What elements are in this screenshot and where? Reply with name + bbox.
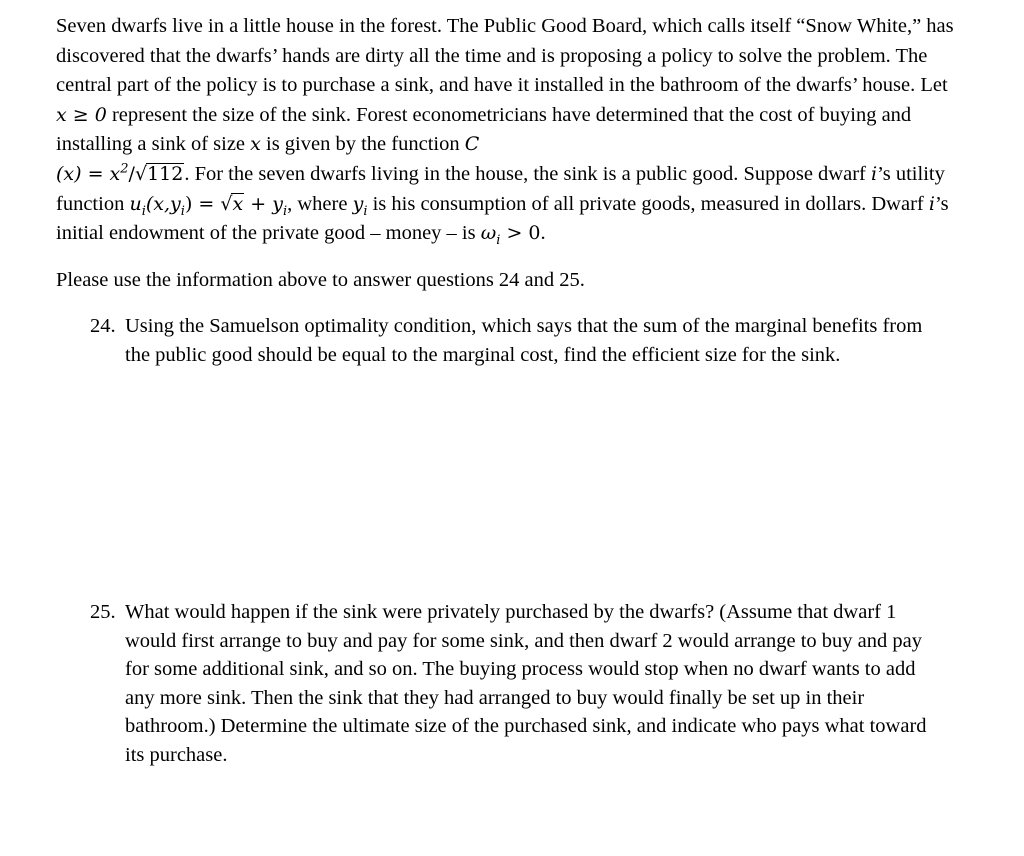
utility-radicand: x: [232, 192, 244, 215]
intro-text-7: is his consumption of all private goods, measured in dollars. Dwarf: [367, 192, 929, 215]
math-x-nonnegative: x ≥ 0: [56, 103, 107, 126]
omega-symbol: ω: [480, 222, 497, 245]
intro-text-1: Seven dwarfs live in a little house in the forest. The Public Good Board, which calls itself “Snow White,” has discovered that the dwarfs’ hands are dirty all the time and is proposing a policy to solve the problem. The central part of the policy is to purchase a sink, and have it installed in the bathroom of the dwarfs’ house. Let: [56, 15, 954, 97]
cost-function-exponent: 2: [120, 161, 129, 177]
utility-args: (x,y: [145, 192, 181, 215]
intro-text-9: .: [540, 222, 546, 245]
intro-text-3: is given by the function: [260, 133, 465, 156]
math-x: x: [250, 133, 261, 156]
math-cost-function-name: C: [464, 133, 480, 156]
utility-args-subscript: i: [180, 203, 185, 219]
intro-text-2: represent the size of the sink. Forest econometricians have determined that the cost of buying and installing a sink of size: [56, 103, 912, 156]
intro-text-6: , where: [287, 192, 353, 215]
cost-function-radicand: 112: [147, 162, 184, 185]
math-i: i: [870, 162, 878, 185]
omega-subscript: i: [496, 232, 501, 248]
utility-u: u: [129, 192, 142, 215]
cost-function-slash-root: /√: [128, 162, 148, 185]
y-subscript: i: [363, 203, 368, 219]
y-symbol: y: [352, 192, 364, 215]
question-24: [90, 312, 950, 370]
intro-text-4: . For the seven dwarfs living in the house, the sink is a public good. Suppose dwarf: [184, 162, 871, 185]
problem-statement: [56, 12, 956, 249]
intro-text-5: ’s utility function: [56, 162, 945, 215]
cost-function-lhs: (x) = x: [56, 162, 121, 185]
question-number: 24.: [90, 315, 116, 337]
utility-plus-y: + y: [244, 192, 283, 215]
utility-y-subscript: i: [282, 203, 288, 219]
math-cost-function: [56, 163, 184, 185]
question-text: Using the Samuelson optimality condition, which says that the sum of the marginal benefits from the public good should be equal to the marginal cost, find the efficient size for the sink.: [125, 315, 923, 366]
utility-equals-root: ) = √: [184, 192, 233, 215]
math-utility-function: [129, 192, 288, 219]
document-page: [56, 12, 956, 766]
question-25: [90, 598, 950, 770]
utility-u-subscript: i: [141, 203, 146, 219]
intro-text-8: ’s initial endowment of the private good – money – is: [56, 192, 949, 245]
math-y-i: [352, 192, 368, 219]
omega-positive: > 0: [500, 222, 541, 245]
question-text: What would happen if the sink were privately purchased by the dwarfs? (Assume that dwarf 1 would first arrange to buy and pay for some sink, and then dwarf 2 would arrange to buy and pay for some additional sink, and so on. The buying process would stop when no dwarf wants to add any more sink. Then the sink that they had arranged to buy would finally be set up in their bathroom.) Determine the ultimate size of the purchased sink, and indicate who pays what toward its purchase.: [125, 601, 927, 766]
math-omega: [480, 222, 541, 248]
question-number: 25.: [90, 601, 116, 623]
math-i-2: i: [928, 192, 935, 215]
instruction-line: Please use the information above to answer questions 24 and 25.: [56, 269, 585, 291]
